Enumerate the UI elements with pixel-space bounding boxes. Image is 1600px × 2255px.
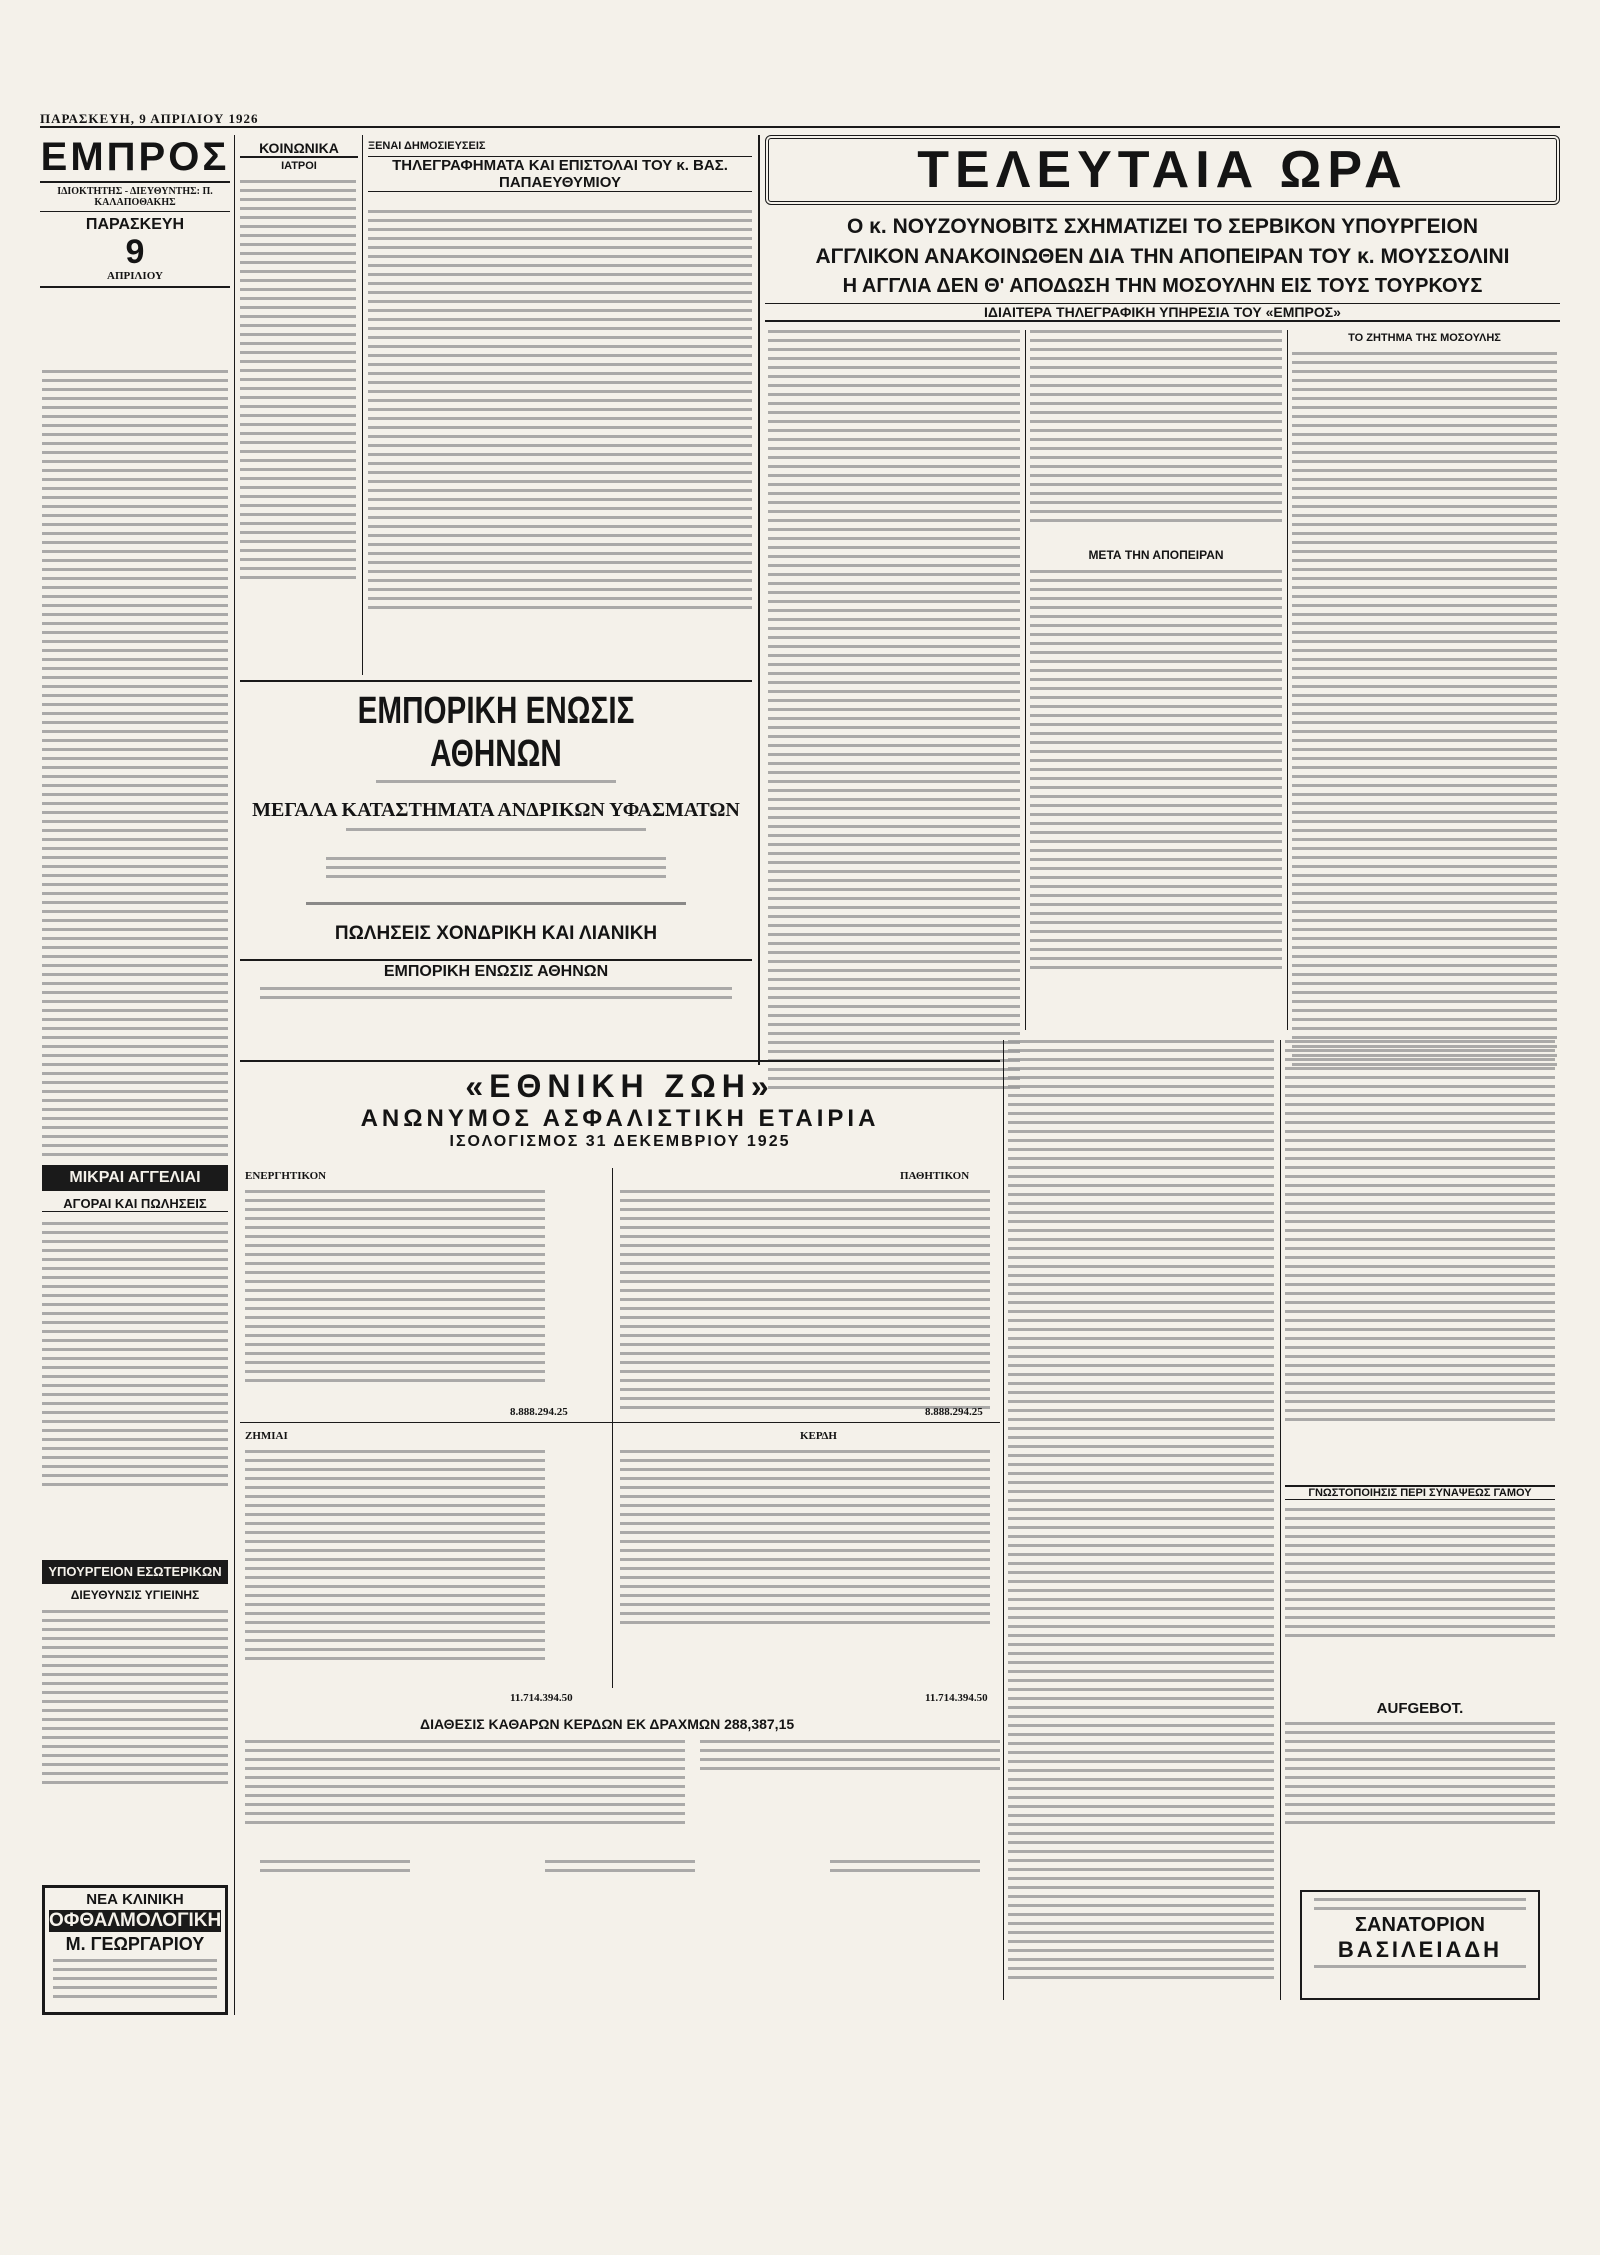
losses-lines — [245, 1450, 545, 1660]
enosis-title-2: ΕΜΠΟΡΙΚΗ ΕΝΩΣΙΣ ΑΘΗΝΩΝ — [383, 963, 609, 980]
masthead — [40, 135, 230, 288]
enosis-sales: ΠΩΛΗΣΕΙΣ ΧΟΝΔΡΙΚΗ ΚΑΙ ΛΙΑΝΙΚΗ — [334, 923, 658, 944]
latest-sub-after: ΜΕΤΑ ΤΗΝ ΑΠΟΠΕΙΡΑΝ — [1088, 548, 1224, 562]
liabilities-lines — [620, 1190, 990, 1409]
ministry-text — [42, 1610, 228, 1784]
xenai-heading: ΞΕΝΑΙ ΔΗΜΟΣΙΕΥΣΕΙΣ — [368, 140, 486, 152]
ministry-subtitle: ΔΙΕΥΘΥΝΣΙΣ ΥΓΙΕΙΝΗΣ — [70, 1588, 200, 1602]
assets-label: ΕΝΕΡΓΗΤΙΚΟΝ — [245, 1170, 327, 1182]
weekday: ΠΑΡΑΣΚΕΥΗ — [85, 216, 185, 233]
profit-lines-right — [700, 1740, 1000, 1770]
enosis-title: ΕΜΠΟΡΙΚΗ ΕΝΩΣΙΣ ΑΘΗΝΩΝ — [357, 690, 635, 775]
small-ads-header — [42, 1165, 228, 1191]
latest-col-3 — [1292, 352, 1557, 1066]
profit-distribution: ΔΙΑΘΕΣΙΣ ΚΑΘΑΡΩΝ ΚΕΡΔΩΝ ΕΚ ΔΡΑΧΜΩΝ 288,387,15 — [420, 1716, 795, 1732]
date-strip-text: ΠΑΡΑΣΚΕΥΗ, 9 ΑΠΡΙΛΙΟΥ 1926 — [40, 111, 259, 126]
latest-headline-1: Ο κ. ΝΟΥΖΟΥΝΟΒΙΤΣ ΣΧΗΜΑΤΙΖΕΙ ΤΟ ΣΕΡΒΙΚΟΝ ΥΠΟΥΡΓΕΙΟΝ — [847, 215, 1478, 238]
day-number: 9 — [125, 233, 145, 271]
sales-heading: ΑΓΟΡΑΙ ΚΑΙ ΠΩΛΗΣΕΙΣ — [42, 1196, 228, 1212]
paper-owner: ΙΔΙΟΚΤΗΤΗΣ - ΔΙΕΥΘΥΝΤΗΣ: Π. ΚΑΛΑΠΟΘΑΚΗΣ — [57, 186, 213, 208]
gains-lines — [620, 1450, 990, 1624]
aufgebot-text — [1285, 1722, 1555, 1824]
marriage-heading: ΓΝΩΣΤΟΠΟΙΗΣΙΣ ΠΕΡΙ ΣΥΝΑΨΕΩΣ ΓΑΜΟΥ — [1285, 1485, 1555, 1500]
enosis-ad — [240, 680, 752, 1050]
clinic-ad — [42, 1885, 228, 2015]
enosis-subtitle: ΜΕΓΑΛΑ ΚΑΤΑΣΤΗΜΑΤΑ ΑΝΔΡΙΚΩΝ ΥΦΑΣΜΑΤΩΝ — [252, 799, 740, 821]
small-ads-text — [42, 1222, 228, 1486]
koinonika-heading: ΚΟΙΝΩΝΙΚΑ — [240, 140, 358, 158]
telegrams-heading: ΤΗΛΕΓΡΑΦΗΜΑΤΑ ΚΑΙ ΕΠΙΣΤΟΛΑΙ ΤΟΥ κ. ΒΑΣ. ΠΑΠΑΕΥΘΥΜΙΟΥ — [368, 156, 752, 192]
aufgebot-heading: AUFGEBOT. — [1376, 1700, 1464, 1717]
sanatorium-owner: ΒΑΣΙΛΕΙΑΔΗ — [1337, 1937, 1503, 1962]
latest-headline-3: Η ΑΓΓΛΙΑ ΔΕΝ Θ' ΑΠΟΔΩΣΗ ΤΗΝ ΜΟΣΟΥΛΗΝ ΕΙΣ ΤΟΥΣ ΤΟΥΡΚΟΥΣ — [842, 275, 1483, 297]
profit-lines-left — [245, 1740, 685, 1824]
notices-col-1 — [1008, 1040, 1274, 1979]
total-a: 8.888.294.25 — [510, 1406, 568, 1418]
latest-sub-mosoul: ΤΟ ΖΗΤΗΜΑ ΤΗΣ ΜΟΣΟΥΛΗΣ — [1348, 332, 1501, 344]
insurance-name: «ΕΘΝΙΚΗ ΖΩΗ» — [465, 1068, 775, 1104]
gains-label: ΚΕΡΔΗ — [800, 1430, 837, 1442]
iatroi-heading: ΙΑΤΡΟΙ — [281, 160, 317, 172]
latest-news-title: ΤΕΛΕΥΤΑΙΑ ΩΡΑ — [917, 141, 1408, 199]
liabilities-label: ΠΑΘΗΤΙΚΟΝ — [900, 1170, 970, 1182]
latest-col-2 — [1030, 330, 1282, 522]
insurance-company: ΑΝΩΝΥΜΟΣ ΑΣΦΑΛΙΣΤΙΚΗ ΕΤΑΙΡΙΑ — [360, 1105, 880, 1132]
marriage-text — [1285, 1508, 1555, 1637]
clinic-label: ΝΕΑ ΚΛΙΝΙΚΗ — [86, 1891, 184, 1908]
koinonika-text — [240, 180, 356, 579]
insurance-balance: ΙΣΟΛΟΓΙΣΜΟΣ 31 ΔΕΚΕΜΒΡΙΟΥ 1925 — [449, 1133, 791, 1150]
latest-news-banner — [765, 135, 1560, 205]
insurance-block — [240, 1068, 1000, 1151]
ministry-header — [42, 1560, 228, 1584]
total-c: 11.714.394.50 — [510, 1692, 573, 1704]
latest-service: ΙΔΙΑΙΤΕΡΑ ΤΗΛΕΓΡΑΦΙΚΗ ΥΠΗΡΕΣΙΑ ΤΟΥ «ΕΜΠΡΟΣ» — [765, 303, 1560, 322]
sanatorium-ad — [1300, 1890, 1540, 2000]
latest-col-2b — [1030, 570, 1282, 969]
latest-headline-2: ΑΓΓΛΙΚΟΝ ΑΝΑΚΟΙΝΩΘΕΝ ΔΙΑ ΤΗΝ ΑΠΟΠΕΙΡΑΝ ΤΟΥ κ. ΜΟΥΣΣΟΛΙΝΙ — [815, 245, 1510, 268]
month: ΑΠΡΙΛΙΟΥ — [107, 270, 163, 282]
ministry-title: ΥΠΟΥΡΓΕΙΟΝ ΕΣΩΤΕΡΙΚΩΝ — [48, 1564, 222, 1579]
latest-col-1 — [768, 330, 1020, 1089]
total-d: 11.714.394.50 — [925, 1692, 988, 1704]
telegrams-text — [368, 210, 752, 609]
editorial-text — [42, 370, 228, 1156]
paper-name: ΕΜΠΡΟΣ — [40, 135, 230, 179]
clinic-doctor: Μ. ΓΕΩΡΓΑΡΙΟΥ — [65, 1934, 205, 1954]
small-ads-title: ΜΙΚΡΑΙ ΑΓΓΕΛΙΑΙ — [69, 1169, 201, 1186]
assets-lines — [245, 1190, 545, 1382]
clinic-name: ΟΦΘΑΛΜΟΛΟΓΙΚΗ — [49, 1910, 222, 1931]
date-strip — [40, 108, 1560, 128]
notices-col-2 — [1285, 1040, 1555, 1421]
total-b: 8.888.294.25 — [925, 1406, 983, 1418]
losses-label: ΖΗΜΙΑΙ — [245, 1430, 288, 1442]
signatures — [260, 1860, 980, 1872]
sanatorium-name: ΣΑΝΑΤΟΡΙΟΝ — [1355, 1914, 1485, 1936]
